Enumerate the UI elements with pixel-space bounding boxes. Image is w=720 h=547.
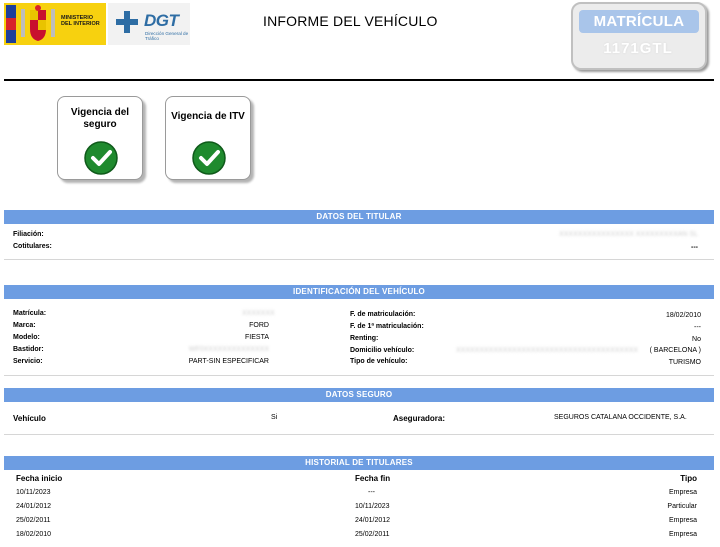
bastidor-label: Bastidor: [13, 346, 44, 353]
coat-of-arms-icon [18, 5, 58, 43]
dgt-logo [108, 3, 190, 45]
row-fecha-inicio: 18/02/2010 [16, 531, 52, 538]
insurance-status-card [57, 96, 143, 180]
seguro-vehiculo-label: Vehículo [13, 414, 46, 423]
bastidor-value: WF0XXXXXXXXXXXXXX [188, 346, 269, 353]
aseguradora-label: Aseguradora: [393, 414, 446, 423]
insurance-status-label: Vigencia del seguro [70, 107, 130, 130]
domicilio-value: ( BARCELONA ) [649, 347, 701, 354]
dgt-cross-icon [116, 11, 138, 33]
servicio-value: PART-SIN ESPECIFICAR [188, 358, 269, 365]
plate-label: MATRÍCULA [579, 10, 699, 33]
itv-status-label: Vigencia de ITV [171, 111, 245, 122]
identificacion-section-header: IDENTIFICACIÓN DEL VEHÍCULO [4, 285, 714, 299]
row-tipo: Particular [667, 503, 697, 510]
cotitulares-label: Cotitulares: [13, 243, 52, 250]
cotitulares-value: --- [691, 244, 698, 251]
row-fecha-inicio: 25/02/2011 [16, 517, 51, 524]
row-tipo: Empresa [668, 517, 697, 524]
domicilio-label: Domicilio vehículo: [350, 347, 415, 354]
tipo-vehiculo-label: Tipo de vehículo: [350, 358, 408, 365]
row-fecha-inicio: 10/11/2023 [16, 489, 51, 496]
itv-status-card [165, 96, 251, 180]
row-fecha-fin: --- [368, 489, 375, 496]
section-divider [4, 434, 714, 435]
row-fecha-fin: 10/11/2023 [355, 503, 390, 510]
marca-label: Marca: [13, 322, 36, 329]
row-fecha-fin: 24/01/2012 [355, 517, 391, 524]
row-fecha-fin: 25/02/2011 [355, 531, 390, 538]
matricula-value: XXXXXXX [242, 310, 275, 317]
header-divider [4, 79, 714, 81]
dgt-brand: DGT [144, 11, 179, 30]
modelo-label: Modelo: [13, 334, 40, 341]
f-matriculacion-value: 18/02/2010 [665, 312, 701, 319]
f-matriculacion-label: F. de matriculación: [350, 311, 416, 318]
row-fecha-inicio: 24/01/2012 [16, 503, 52, 510]
ministry-line-2: DEL INTERIOR [61, 21, 100, 28]
aseguradora-value: SEGUROS CATALANA OCCIDENTE, S.A. [554, 414, 687, 421]
seguro-section-header: DATOS SEGURO [4, 388, 714, 402]
renting-value: No [692, 336, 701, 343]
row-tipo: Empresa [668, 489, 697, 496]
check-icon [192, 141, 226, 175]
col-tipo: Tipo [680, 474, 697, 483]
col-fecha-inicio: Fecha inicio [16, 474, 63, 483]
modelo-value: FIESTA [245, 334, 269, 341]
domicilio-value-redacted: XXXXXXXXXXXXXXXXXXXXXXXXXXXXXXXXXXXXXXX [456, 347, 639, 354]
filiacion-label: Filiación: [13, 231, 44, 238]
servicio-label: Servicio: [13, 358, 43, 365]
renting-label: Renting: [350, 335, 379, 342]
seguro-vehiculo-value: Si [271, 414, 278, 421]
check-icon [84, 141, 118, 175]
plate-card [571, 2, 707, 70]
tipo-vehiculo-value: TURISMO [668, 359, 701, 366]
section-divider [4, 259, 714, 260]
marca-value: FORD [249, 322, 269, 329]
section-divider [4, 375, 714, 376]
page-title: INFORME DEL VEHÍCULO [263, 13, 438, 29]
ministerio-interior-logo [4, 3, 106, 45]
col-fecha-fin: Fecha fin [355, 474, 391, 483]
row-tipo: Empresa [668, 531, 697, 538]
f-primera-matriculacion-label: F. de 1ª matriculación: [350, 323, 424, 330]
plate-value: 1171GTL [603, 40, 673, 57]
dgt-subtitle: Dirección General de Tráfico [145, 31, 189, 41]
titular-section-header: DATOS DEL TITULAR [4, 210, 714, 224]
matricula-label: Matrícula: [13, 310, 47, 317]
eu-flag-icon [6, 5, 16, 43]
historial-section-header: HISTORIAL DE TITULARES [4, 456, 714, 470]
f-primera-matriculacion-value: --- [694, 324, 701, 331]
ministry-line-1: MINISTERIO [61, 15, 94, 21]
filiacion-value: XXXXXXXXXXXXXXXX XXXXXXXXXAN SL [559, 231, 698, 238]
